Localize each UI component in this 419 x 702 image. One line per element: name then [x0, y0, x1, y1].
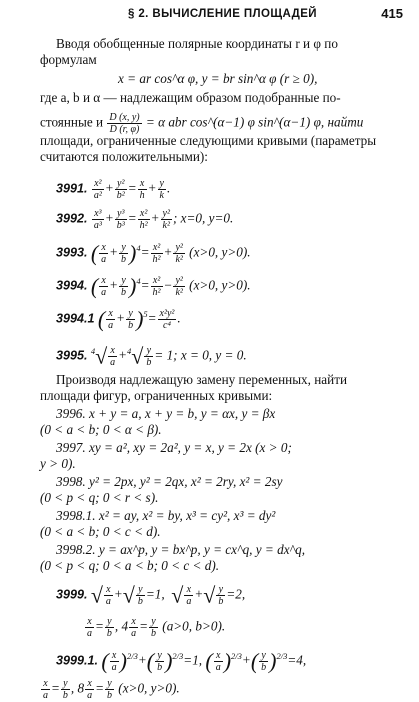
problem-3991: 3991. $\frac{\text{x²}}{\text{a²}}$ + $\frac{\text{y²}}{\text{b²}}$ = $\frac{x}{h}$ + $\frac{y}{k}$ . — [56, 178, 171, 201]
running-header — [0, 6, 419, 26]
problem-3999-1-line2: $\frac{x}{a}$ = $\frac{y}{b}$ , 8 $\frac{x}{a}$ = $\frac{y}{b}$ (x>0, y>0). — [43, 678, 180, 701]
intro-line-1: Вводя обобщенные полярные координаты r и φ по — [56, 36, 338, 51]
coef: 4 — [121, 618, 129, 634]
problem-number: 3993. — [56, 245, 88, 260]
problem-3994: 3994. ( $\frac{x}{a}$ + $\frac{y}{b}$ )$^4$= $\frac{\text{x²}}{\text{h²}}$ − $\frac{\text{y²}}{\text{k²}}$ (x>0, y>0). — [56, 273, 251, 299]
problem-number: 3992. — [56, 211, 88, 226]
problem-3995: 3995. $^4$√ $\frac{x}{a}$ +$^4$√ $\frac{y}{b}$ = 1; x = 0, y = 0. — [56, 343, 247, 369]
intro-line-5 — [40, 112, 392, 135]
coef: 8 — [77, 680, 85, 696]
problem-3996: 3996. x + y = a, x + y = b, y = αx, y = βx — [56, 406, 276, 421]
problem-3998-cond: (0 < p < q; 0 < r < s). — [40, 490, 159, 505]
jacobian-num: D (x, y) — [109, 112, 140, 123]
problem-tail: (a>0, b>0). — [162, 618, 226, 634]
problem-3998-2: 3998.2. y = ax^p, y = bx^p, y = cx^q, y = dx^q, — [56, 542, 305, 557]
problem-3998-2-cond: (0 < p < q; 0 < a < b; 0 < c < d). — [40, 558, 220, 573]
problem-3997: 3997. xy = a², xy = 2a², y = x, y = 2x (x > 0; — [56, 440, 292, 455]
problem-3998: 3998. y² = 2px, y² = 2qx, x² = 2ry, x² = 2sy — [56, 474, 283, 489]
problem-number: 3991. — [56, 181, 88, 196]
problem-tail: = 1; x = 0, y = 0. — [154, 347, 247, 363]
mid-line-1: Производя надлежащую замену переменных, найти — [56, 372, 348, 387]
jacobian-fraction — [107, 112, 141, 135]
intro-line-5b: = α abr cos^(α−1) φ sin^(α−1) φ, найти — [145, 114, 364, 130]
intro-line-7: считаются положительными): — [40, 149, 208, 164]
problem-3992: 3992. $\frac{\text{x³}}{\text{a³}}$ + $\frac{\text{y³}}{\text{b³}}$ = $\frac{\text{x²}}{\text{h²}}$ + $\frac{\text{y²}}{\text{k²}}$ ; x=0, y=0. — [56, 208, 234, 231]
problem-number: 3994. — [56, 278, 88, 293]
intro-line-2: формулам — [40, 52, 97, 67]
formula-polar: x = ar cos^α φ, y = br sin^α φ (r ≥ 0), — [118, 71, 318, 86]
problem-3998-1-cond: (0 < a < b; 0 < c < d). — [40, 524, 161, 539]
jacobian-den: D (r, φ) — [109, 124, 140, 135]
intro-line-6: площади, ограниченные следующими кривыми (параметры — [40, 133, 377, 148]
problem-tail: (x>0, y>0). — [189, 244, 251, 260]
problem-tail: (x>0, y>0). — [118, 680, 180, 696]
problem-3998-1: 3998.1. x² = ay, x² = by, x³ = cy², x³ = dy² — [56, 508, 276, 523]
intro-line-5a: стоянные и — [40, 114, 104, 130]
problem-number: 3999.1. — [56, 653, 99, 668]
problem-3996-cond: (0 < a < b; 0 < α < β). — [40, 422, 162, 437]
problem-tail: (x>0, y>0). — [189, 277, 251, 293]
problem-number: 3995. — [56, 348, 88, 363]
problem-3997-cond: y > 0). — [40, 456, 76, 471]
problem-3999-1: 3999.1. ( $\frac{x}{a}$ )$^{2/3}$+( $\frac{y}{b}$ )$^{2/3}$=1, ( $\frac{x}{a}$ )$^{2/3}$+( $\frac{y}{b}$ )$^{2/3}$=4, — [56, 648, 307, 674]
problem-3999: 3999. √ $\frac{x}{a}$ +√ $\frac{y}{b}$ =1, √ $\frac{x}{a}$ +√ $\frac{y}{b}$ =2, — [56, 582, 246, 608]
problem-number: 3999. — [56, 587, 88, 602]
problem-number: 3994.1 — [56, 311, 95, 326]
problem-tail: ; x=0, y=0. — [172, 210, 234, 226]
problem-3999-line2: $\frac{x}{a}$ = $\frac{y}{b}$ , 4 $\frac{x}{a}$ = $\frac{y}{b}$ (a>0, b>0). — [87, 616, 226, 639]
problem-3994-1: 3994.1 ( $\frac{x}{a}$ + $\frac{y}{b}$ )$^5$= $\frac{\text{x²y²}}{\text{c⁴}}$ . — [56, 306, 181, 332]
page-number: 415 — [381, 6, 403, 21]
section-title: § 2. ВЫЧИСЛЕНИЕ ПЛОЩАДЕЙ — [128, 8, 317, 20]
intro-line-4: где a, b и α — надлежащим образом подобранные по- — [40, 90, 341, 105]
problem-tail: . — [177, 310, 181, 326]
problem-3993: 3993. ( $\frac{x}{a}$ + $\frac{y}{b}$ )$^4$= $\frac{\text{x²}}{\text{h²}}$ + $\frac{\text{y²}}{\text{k²}}$ (x>0, y>0). — [56, 240, 251, 266]
mid-line-2: площади фигур, ограниченных кривыми: — [40, 388, 273, 403]
problem-tail: . — [166, 180, 171, 196]
